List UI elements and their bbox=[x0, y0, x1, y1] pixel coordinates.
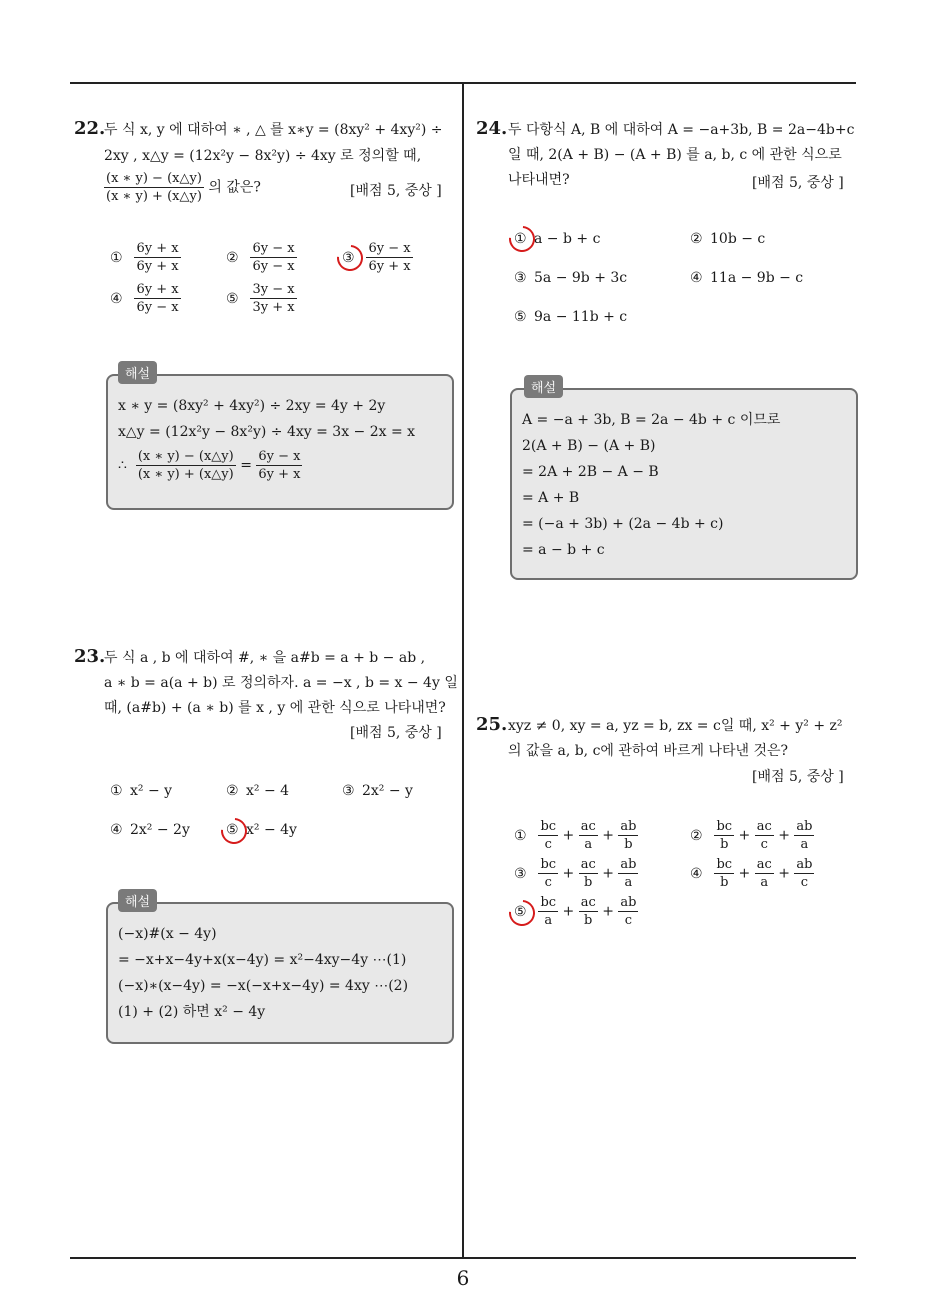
solution-line: A = −a + 3b, B = 2a − 4b + c 이므로 bbox=[522, 412, 781, 428]
choice-2[interactable]: ② 10b − c bbox=[690, 231, 766, 247]
solution-line: = 2A + 2B − A − B bbox=[522, 464, 659, 480]
question-text-line: 두 식 x, y 에 대하여 ∗ , △ 를 x∗y = (8xy² + 4xy²) ÷ bbox=[104, 122, 443, 138]
choice-4[interactable]: ④ 11a − 9b − c bbox=[690, 270, 804, 286]
question-text-line: 때, (a#b) + (a ∗ b) 를 x , y 에 관한 식으로 나타내면? bbox=[104, 700, 446, 716]
page-number: 6 bbox=[456, 1266, 470, 1290]
choice-5[interactable]: ⑤ 9a − 11b + c bbox=[514, 309, 628, 325]
bottom-rule bbox=[70, 1257, 856, 1259]
solution-line: 2(A + B) − (A + B) bbox=[522, 438, 656, 454]
solution-tag: 해설 bbox=[118, 889, 157, 912]
answer-circle-mark bbox=[216, 813, 253, 850]
choice-3[interactable]: ③ $\frac{bc}{c}$ + $\frac{ac}{b}$ + $\frac{ab}{a}$ bbox=[514, 857, 637, 890]
question-text-line: a ∗ b = a(a + b) 로 정의하자. a = −x , b = x − 4y 일 bbox=[104, 675, 458, 691]
score-difficulty: [배점 5, 중상 ] bbox=[752, 769, 844, 785]
choice-1[interactable]: ① a − b + c bbox=[514, 231, 601, 247]
solution-line: = −x+x−4y+x(x−4y) = x²−4xy−4y ⋯(1) bbox=[118, 952, 407, 968]
solution-line: x ∗ y = (8xy² + 4xy²) ÷ 2xy = 4y + 2y bbox=[118, 398, 386, 414]
choice-5[interactable]: ⑤ $\frac{bc}{a}$ + $\frac{ac}{b}$ + $\frac{ab}{c}$ bbox=[514, 895, 637, 928]
choice-1[interactable]: ① x² − y bbox=[110, 783, 173, 799]
choice-4[interactable]: ④ $\frac{bc}{b}$ + $\frac{ac}{a}$ + $\frac{ab}{c}$ bbox=[690, 857, 813, 890]
choice-2[interactable]: ② $\frac{6y - x}{6y - x}$ bbox=[226, 241, 295, 274]
question-text-line: 일 때, 2(A + B) − (A + B) 를 a, b, c 에 관한 식으로 bbox=[508, 147, 842, 163]
question-text-line: 두 다항식 A, B 에 대하여 A = −a+3b, B = 2a−4b+c bbox=[508, 122, 855, 138]
choice-3[interactable]: ③ $\frac{6y - x}{6y + x}$ bbox=[342, 241, 411, 274]
choice-4[interactable]: ④ $\frac{6y + x}{6y - x}$ bbox=[110, 282, 179, 315]
question-text-line: 의 값을 a, b, c에 관하여 바르게 나타낸 것은? bbox=[508, 743, 789, 759]
choice-5[interactable]: ⑤ x² − 4y bbox=[226, 822, 297, 838]
solution-line: = (−a + 3b) + (2a − 4b + c) bbox=[522, 516, 724, 532]
choice-3[interactable]: ③ 5a − 9b + 3c bbox=[514, 270, 628, 286]
solution-box bbox=[106, 902, 454, 1044]
question-text-line: 두 식 a , b 에 대하여 #, ∗ 을 a#b = a + b − ab , bbox=[104, 650, 426, 666]
solution-line: (−x)∗(x−4y) = −x(−x+x−4y) = 4xy ⋯(2) bbox=[118, 978, 409, 994]
question-text-line: 2xy , x△y = (12x²y − 8x²y) ÷ 4xy 로 정의할 때, bbox=[104, 148, 422, 164]
solution-box bbox=[106, 374, 454, 510]
question-text-tail: 의 값은? bbox=[208, 179, 261, 196]
choice-5[interactable]: ⑤ $\frac{3y - x}{3y + x}$ bbox=[226, 282, 295, 315]
column-divider bbox=[462, 82, 464, 1258]
choice-2[interactable]: ② x² − 4 bbox=[226, 783, 290, 799]
choice-4[interactable]: ④ 2x² − 2y bbox=[110, 822, 190, 838]
answer-circle-mark bbox=[504, 221, 541, 258]
solution-tag: 해설 bbox=[524, 375, 563, 398]
choice-3[interactable]: ③ 2x² − y bbox=[342, 783, 413, 799]
question-number: 24. bbox=[476, 118, 508, 139]
question-number: 25. bbox=[476, 714, 508, 735]
question-text-line: xyz ≠ 0, xy = a, yz = b, zx = c일 때, x² + y² + z² bbox=[508, 718, 843, 734]
fraction: $\frac{(x ∗ y) - (x\triangle y)}{(x ∗ y) + (x\triangle y)}$ bbox=[106, 171, 202, 204]
solution-tag: 해설 bbox=[118, 361, 157, 384]
choice-1[interactable]: ① $\frac{bc}{c}$ + $\frac{ac}{a}$ + $\frac{ab}{b}$ bbox=[514, 819, 637, 852]
score-difficulty: [배점 5, 중상 ] bbox=[350, 725, 442, 741]
question-expression bbox=[104, 170, 261, 205]
solution-box bbox=[510, 388, 858, 580]
solution-line: (1) + (2) 하면 x² − 4y bbox=[118, 1004, 266, 1020]
solution-line: (−x)#(x − 4y) bbox=[118, 926, 217, 942]
score-difficulty: [배점 5, 중상 ] bbox=[350, 183, 442, 199]
choice-1[interactable]: ① $\frac{6y + x}{6y + x}$ bbox=[110, 241, 179, 274]
solution-line: x△y = (12x²y − 8x²y) ÷ 4xy = 3x − 2x = x bbox=[118, 424, 416, 440]
score-difficulty: [배점 5, 중상 ] bbox=[752, 175, 844, 191]
question-number: 23. bbox=[74, 646, 106, 667]
question-number: 22. bbox=[74, 118, 106, 139]
question-text-line: 나타내면? bbox=[508, 172, 570, 188]
solution-line: = A + B bbox=[522, 490, 580, 506]
choice-2[interactable]: ② $\frac{bc}{b}$ + $\frac{ac}{c}$ + $\frac{ab}{a}$ bbox=[690, 819, 813, 852]
solution-line: ∴ $\frac{(x ∗ y) - (x\triangle y)}{(x ∗ y) + (x\triangle y)}$ = $\frac{6y - x}{6y + x}$ bbox=[118, 449, 301, 482]
solution-line: = a − b + c bbox=[522, 542, 605, 558]
